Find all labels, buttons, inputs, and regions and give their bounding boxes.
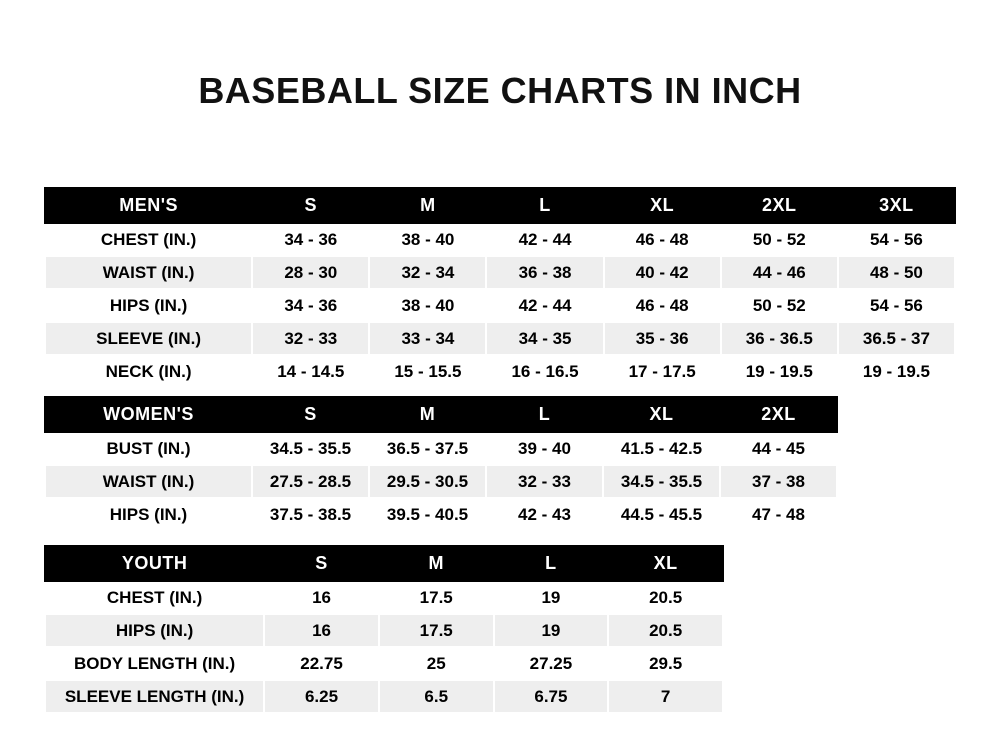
- row-label: HIPS (IN.): [45, 289, 252, 322]
- table-cell: 34 - 36: [252, 223, 369, 256]
- table-cell: 54 - 56: [838, 223, 955, 256]
- table-row: [45, 647, 723, 680]
- table-cell: 17 - 17.5: [604, 355, 721, 388]
- table-row: [45, 498, 837, 531]
- table-cell: 41.5 - 42.5: [603, 432, 720, 465]
- table-cell: 6.75: [494, 680, 609, 713]
- row-label: CHEST (IN.): [45, 223, 252, 256]
- table-cell: 38 - 40: [369, 289, 486, 322]
- column-header: XL: [608, 546, 723, 581]
- table-row: [45, 614, 723, 647]
- page-title: BASEBALL SIZE CHARTS IN INCH: [198, 70, 802, 111]
- table-cell: 36.5 - 37.5: [369, 432, 486, 465]
- table-header-row: [45, 397, 837, 432]
- table-cell: 27.25: [494, 647, 609, 680]
- table-cell: 25: [379, 647, 494, 680]
- womens-size-chart: [44, 396, 838, 532]
- mens-chart-body: [45, 223, 955, 388]
- table-cell: 50 - 52: [721, 289, 838, 322]
- table-cell: 34.5 - 35.5: [603, 465, 720, 498]
- table-cell: 47 - 48: [720, 498, 837, 531]
- table-cell: 15 - 15.5: [369, 355, 486, 388]
- column-header: 2XL: [721, 188, 838, 223]
- table-cell: 20.5: [608, 614, 723, 647]
- column-header: XL: [604, 188, 721, 223]
- table-cell: 19 - 19.5: [721, 355, 838, 388]
- table-row: [45, 256, 955, 289]
- table-cell: 36 - 38: [486, 256, 603, 289]
- table-cell: 6.25: [264, 680, 379, 713]
- table-row: [45, 432, 837, 465]
- column-header: L: [486, 188, 603, 223]
- table-cell: 7: [608, 680, 723, 713]
- column-header: L: [494, 546, 609, 581]
- column-header: M: [379, 546, 494, 581]
- row-label: CHEST (IN.): [45, 581, 264, 614]
- column-header: YOUTH: [45, 546, 264, 581]
- row-label: BUST (IN.): [45, 432, 252, 465]
- womens-chart-body: [45, 432, 837, 531]
- table-cell: 34 - 36: [252, 289, 369, 322]
- table-cell: 42 - 44: [486, 223, 603, 256]
- table-cell: 32 - 33: [252, 322, 369, 355]
- table-cell: 22.75: [264, 647, 379, 680]
- table-cell: 17.5: [379, 614, 494, 647]
- table-row: [45, 581, 723, 614]
- row-label: SLEEVE (IN.): [45, 322, 252, 355]
- mens-chart-header: [45, 188, 955, 223]
- mens-size-chart: [44, 187, 956, 389]
- table-header-row: [45, 546, 723, 581]
- table-cell: 16: [264, 581, 379, 614]
- table-cell: 27.5 - 28.5: [252, 465, 369, 498]
- table-header-row: [45, 188, 955, 223]
- table-cell: 20.5: [608, 581, 723, 614]
- table-row: [45, 322, 955, 355]
- table-cell: 17.5: [379, 581, 494, 614]
- youth-chart-body: [45, 581, 723, 713]
- table-cell: 34.5 - 35.5: [252, 432, 369, 465]
- table-row: [45, 223, 955, 256]
- column-header: XL: [603, 397, 720, 432]
- table-cell: 39.5 - 40.5: [369, 498, 486, 531]
- table-cell: 16 - 16.5: [486, 355, 603, 388]
- row-label: WAIST (IN.): [45, 465, 252, 498]
- table-row: [45, 289, 955, 322]
- row-label: HIPS (IN.): [45, 498, 252, 531]
- table-cell: 32 - 34: [369, 256, 486, 289]
- womens-chart-header: [45, 397, 837, 432]
- table-cell: 29.5 - 30.5: [369, 465, 486, 498]
- column-header: 2XL: [720, 397, 837, 432]
- table-cell: 36 - 36.5: [721, 322, 838, 355]
- table-cell: 40 - 42: [604, 256, 721, 289]
- table-cell: 34 - 35: [486, 322, 603, 355]
- youth-size-chart: [44, 545, 724, 714]
- youth-chart-header: [45, 546, 723, 581]
- table-cell: 37 - 38: [720, 465, 837, 498]
- table-cell: 16: [264, 614, 379, 647]
- table-cell: 19 - 19.5: [838, 355, 955, 388]
- table-cell: 44 - 46: [721, 256, 838, 289]
- table-cell: 33 - 34: [369, 322, 486, 355]
- table-cell: 46 - 48: [604, 289, 721, 322]
- table-cell: 48 - 50: [838, 256, 955, 289]
- table-cell: 19: [494, 581, 609, 614]
- row-label: NECK (IN.): [45, 355, 252, 388]
- table-cell: 44.5 - 45.5: [603, 498, 720, 531]
- column-header: WOMEN'S: [45, 397, 252, 432]
- table-cell: 35 - 36: [604, 322, 721, 355]
- table-cell: 14 - 14.5: [252, 355, 369, 388]
- column-header: MEN'S: [45, 188, 252, 223]
- table-cell: 28 - 30: [252, 256, 369, 289]
- column-header: S: [264, 546, 379, 581]
- column-header: L: [486, 397, 603, 432]
- table-row: [45, 680, 723, 713]
- column-header: M: [369, 188, 486, 223]
- table-cell: 36.5 - 37: [838, 322, 955, 355]
- column-header: M: [369, 397, 486, 432]
- table-cell: 19: [494, 614, 609, 647]
- table-row: [45, 355, 955, 388]
- row-label: WAIST (IN.): [45, 256, 252, 289]
- table-cell: 29.5: [608, 647, 723, 680]
- table-row: [45, 465, 837, 498]
- table-cell: 50 - 52: [721, 223, 838, 256]
- table-cell: 42 - 43: [486, 498, 603, 531]
- table-cell: 38 - 40: [369, 223, 486, 256]
- table-cell: 6.5: [379, 680, 494, 713]
- column-header: S: [252, 188, 369, 223]
- table-cell: 44 - 45: [720, 432, 837, 465]
- row-label: HIPS (IN.): [45, 614, 264, 647]
- table-cell: 32 - 33: [486, 465, 603, 498]
- row-label: BODY LENGTH (IN.): [45, 647, 264, 680]
- table-cell: 37.5 - 38.5: [252, 498, 369, 531]
- column-header: 3XL: [838, 188, 955, 223]
- table-cell: 42 - 44: [486, 289, 603, 322]
- column-header: S: [252, 397, 369, 432]
- table-cell: 46 - 48: [604, 223, 721, 256]
- row-label: SLEEVE LENGTH (IN.): [45, 680, 264, 713]
- table-cell: 39 - 40: [486, 432, 603, 465]
- table-cell: 54 - 56: [838, 289, 955, 322]
